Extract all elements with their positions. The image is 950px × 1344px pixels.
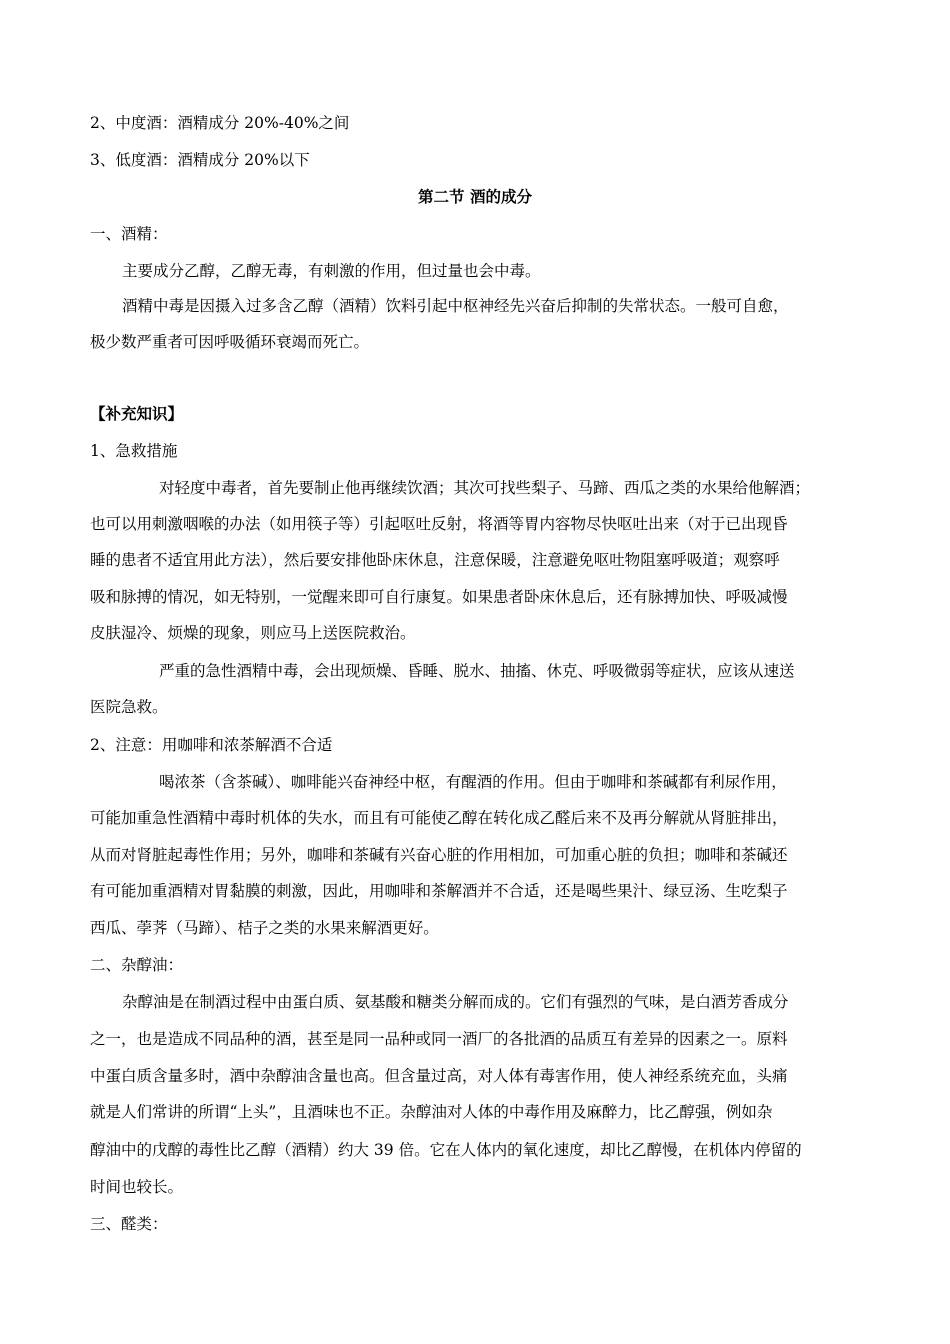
first-aid-paragraph-1-line-3: 睡的患者不适宜用此方法），然后要安排他卧床休息，注意保暖，注意避免呕吐物阻塞呼吸道；观察呼 <box>90 551 780 569</box>
supplement-heading: 【补充知识】 <box>90 405 184 423</box>
alcohol-paragraph-1: 主要成分乙醇，乙醇无毒，有刺激的作用，但过量也会中毒。 <box>122 262 541 280</box>
first-aid-paragraph-1-line-1: 对轻度中毒者，首先要制止他再继续饮酒；其次可找些梨子、马蹄、西瓜之类的水果给他解酒； <box>159 479 811 497</box>
first-aid-paragraph-2-line-1: 严重的急性酒精中毒，会出现烦燥、昏睡、脱水、抽搐、休克、呼吸微弱等症状，应该从速送 <box>159 662 795 680</box>
first-aid-paragraph-1-line-2: 也可以用刺激咽喉的办法（如用筷子等）引起呕吐反射，将酒等胃内容物尽快呕吐出来（对于已出现昏 <box>90 515 788 533</box>
section-title: 第二节 酒的成分 <box>418 188 532 206</box>
fusel-paragraph-line-3: 中蛋白质含量多时，酒中杂醇油含量也高。但含量过高，对人体有毒害作用，使人神经系统充血，头痛 <box>90 1067 788 1085</box>
line-item-3: 3、低度酒：酒精成分 20%以下 <box>90 151 310 169</box>
heading-aldehydes: 三、醛类： <box>90 1215 168 1233</box>
fusel-paragraph-line-1: 杂醇油是在制酒过程中由蛋白质、氨基酸和糖类分解而成的。它们有强烈的气味，是白酒芳香成分 <box>122 993 789 1011</box>
note-paragraph-line-3: 从而对肾脏起毒性作用；另外，咖啡和茶碱有兴奋心脏的作用相加，可加重心脏的负担；咖啡和茶碱还 <box>90 846 788 864</box>
alcohol-paragraph-2-line-1: 酒精中毒是因摄入过多含乙醇（酒精）饮料引起中枢神经先兴奋后抑制的失常状态。一般可自愈， <box>122 297 789 315</box>
note-paragraph-line-1: 喝浓茶（含茶碱）、咖啡能兴奋神经中枢，有醒酒的作用。但由于咖啡和茶碱都有利尿作用， <box>159 773 787 791</box>
first-aid-paragraph-1-line-4: 吸和脉搏的情况，如无特别，一觉醒来即可自行康复。如果患者卧床休息后，还有脉搏加快、呼吸减慢 <box>90 588 788 606</box>
note-paragraph-line-2: 可能加重急性酒精中毒时机体的失水，而且有可能使乙醇在转化成乙醛后来不及再分解就从肾脏排出， <box>90 809 788 827</box>
note-paragraph-line-4: 有可能加重酒精对胃黏膜的刺激，因此，用咖啡和茶解酒并不合适，还是喝些果汁、绿豆汤、生吃梨子 <box>90 882 788 900</box>
line-item-2: 2、中度酒：酒精成分 20%-40%之间 <box>90 114 350 132</box>
first-aid-paragraph-2-line-2: 医院急救。 <box>90 698 168 716</box>
fusel-paragraph-line-5: 醇油中的戊醇的毒性比乙醇（酒精）约大 39 倍。它在人体内的氧化速度，却比乙醇慢，在机体内停留的 <box>90 1141 802 1159</box>
heading-alcohol: 一、酒精： <box>90 225 168 243</box>
note-paragraph-line-5: 西瓜、荸荠（马蹄）、桔子之类的水果来解酒更好。 <box>90 919 439 937</box>
first-aid-paragraph-1-line-5: 皮肤湿冷、烦燥的现象，则应马上送医院救治。 <box>90 624 416 642</box>
fusel-paragraph-line-6: 时间也较长。 <box>90 1178 184 1196</box>
heading-fusel-oil: 二、杂醇油： <box>90 956 184 974</box>
heading-first-aid: 1、急救措施 <box>90 442 178 460</box>
alcohol-paragraph-2-line-2: 极少数严重者可因呼吸循环衰竭而死亡。 <box>90 333 370 351</box>
fusel-paragraph-line-2: 之一，也是造成不同品种的酒，甚至是同一品种或同一酒厂的各批酒的品质互有差异的因素之一。原料 <box>90 1030 788 1048</box>
heading-note: 2、注意：用咖啡和浓茶解酒不合适 <box>90 736 333 754</box>
fusel-paragraph-line-4: 就是人们常讲的所谓“上头”，且酒味也不正。杂醇油对人体的中毒作用及麻醉力，比乙醇强，例如杂 <box>90 1103 773 1121</box>
